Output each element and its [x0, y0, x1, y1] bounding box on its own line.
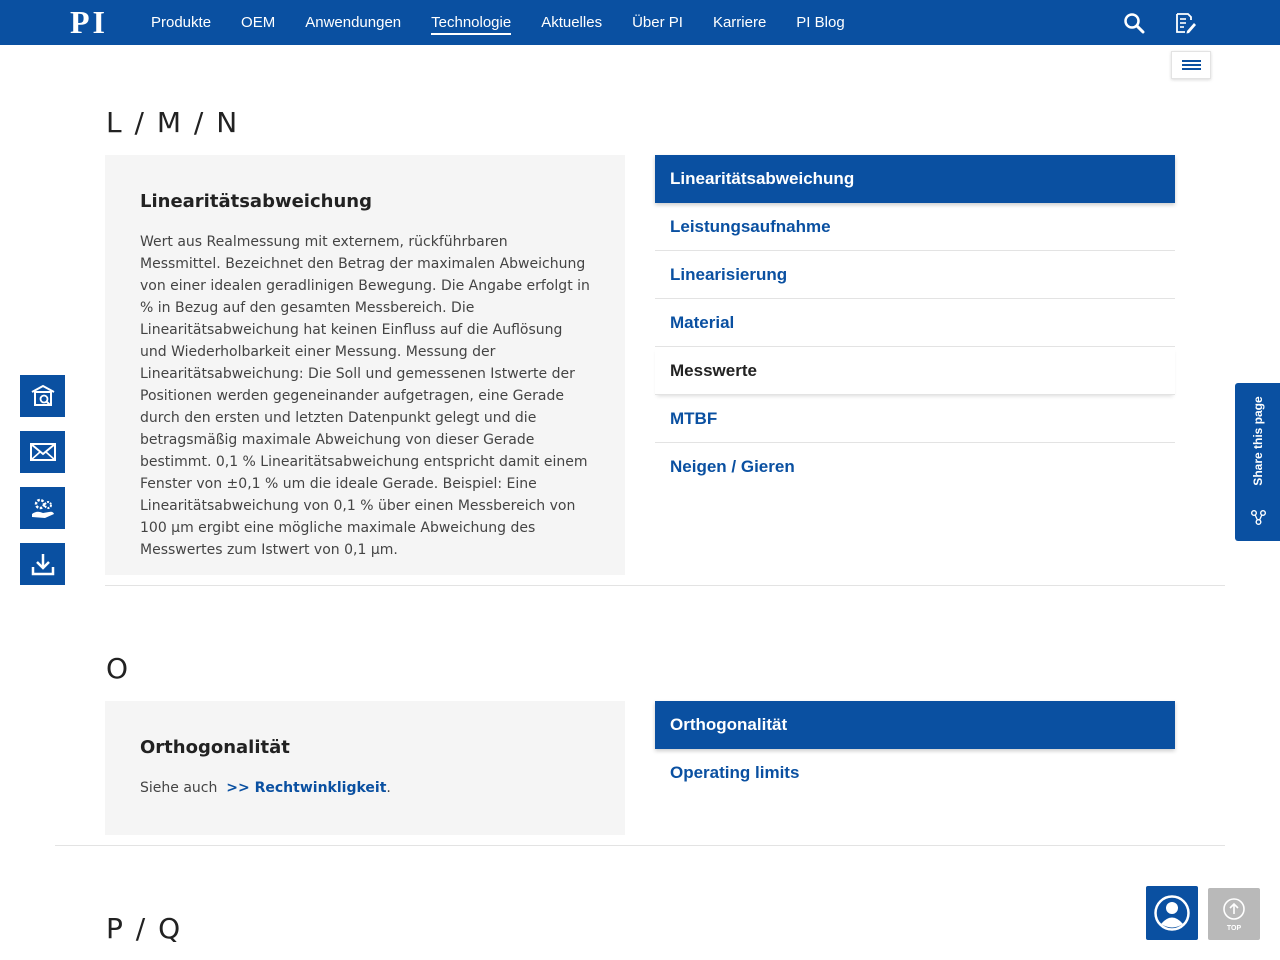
main-nav — [151, 0, 875, 45]
section-heading-o: O — [106, 652, 131, 685]
hamburger-line — [1182, 60, 1201, 62]
section-divider — [55, 845, 1225, 846]
quote-request-icon — [29, 382, 57, 410]
section-heading-pq: P / Q — [106, 912, 183, 945]
term-item-orthogonalitaet[interactable]: Orthogonalität — [655, 701, 1175, 749]
section-heading-lmn: L / M / N — [106, 106, 240, 139]
nav-item-ueber-pi[interactable]: Über PI — [632, 14, 683, 31]
term-item-leistungsaufnahme[interactable]: Leistungsaufnahme — [655, 203, 1175, 251]
mail-icon — [29, 441, 57, 463]
definition-text — [140, 777, 590, 799]
hamburger-line — [1182, 68, 1201, 70]
service-button[interactable] — [20, 487, 65, 529]
term-item-messwerte[interactable]: Messwerte — [655, 347, 1175, 395]
download-icon — [29, 550, 57, 578]
top-label: TOP — [1226, 925, 1242, 932]
sentence-end: . — [386, 780, 391, 796]
service-icon — [29, 494, 57, 522]
term-item-linearitaetsabweichung[interactable]: Linearitätsabweichung — [655, 155, 1175, 203]
share-icon — [1250, 509, 1267, 526]
definition-card — [105, 701, 625, 835]
definition-title: Orthogonalität — [140, 737, 290, 758]
link-rechtwinkligkeit[interactable]: >> Rechtwinkligkeit — [226, 780, 387, 796]
section-divider — [105, 585, 1225, 586]
search-icon[interactable] — [1122, 11, 1146, 35]
term-item-linearisierung[interactable]: Linearisierung — [655, 251, 1175, 299]
term-list-o — [655, 701, 1175, 797]
nav-item-pi-blog[interactable]: PI Blog — [796, 14, 845, 31]
term-item-operating-limits[interactable]: Operating limits — [670, 763, 800, 782]
nav-item-oem[interactable]: OEM — [241, 14, 276, 31]
nav-item-anwendungen[interactable]: Anwendungen — [305, 14, 402, 31]
back-to-top-button[interactable] — [1208, 888, 1260, 940]
top-navigation-bar — [0, 0, 1280, 45]
term-list-lmn — [655, 155, 1175, 491]
arrow-up-icon — [1222, 897, 1246, 921]
pi-logo[interactable]: PI — [70, 4, 108, 40]
share-label: Share this page — [1251, 396, 1265, 486]
contact-person-icon — [1153, 894, 1191, 932]
term-item-neigen-gieren[interactable]: Neigen / Gieren — [670, 457, 795, 476]
form-edit-icon[interactable] — [1173, 11, 1197, 35]
term-item-mtbf[interactable]: MTBF — [655, 395, 1175, 443]
definition-text: Wert aus Realmessung mit externem, rückführbaren Messmittel. Bezeichnet den Betrag der maximalen Abweichung von einer idealen geradlinigen Bewegung. Die Angabe erfolgt in % in Bezug auf den gesamten Messbereich. Die Linearitätsabweichung hat keinen Einfluss auf die Auflösung und Wiederholbarkeit einer Messung. Messung der Linearitätsabweichung: Die Soll und gemessenen Istwerte der Positionen werden gegeneinander aufgetragen, eine Gerade durch den ersten und letzten Datenpunkt gelegt und die betragsmäßig maximale Abweichung von dieser Gerade bestimmt. 0,1 % Linearitätsabweichung entspricht damit einem Fenster von ±0,1 % um die ideale Gerade. Beispiel: Eine Linearitätsabweichung von 0,1 % über einen Messbereich von 100 µm ergibt eine mögliche maximale Abweichung des Messwertes zum Istwert von 0,1 µm. — [140, 234, 590, 558]
contact-mail-button[interactable] — [20, 431, 65, 473]
nav-item-aktuelles[interactable]: Aktuelles — [541, 14, 603, 31]
nav-item-technologie[interactable]: Technologie — [431, 0, 511, 45]
nav-item-karriere[interactable]: Karriere — [712, 14, 767, 31]
contact-person-button[interactable] — [1146, 886, 1198, 940]
quote-request-button[interactable] — [20, 375, 65, 417]
hamburger-menu-button[interactable] — [1171, 51, 1211, 79]
nav-item-produkte[interactable]: Produkte — [151, 14, 212, 31]
definition-card — [105, 155, 625, 575]
see-also-text: Siehe auch — [140, 780, 218, 796]
term-item-material[interactable]: Material — [655, 299, 1175, 347]
download-button[interactable] — [20, 543, 65, 585]
definition-title: Linearitätsabweichung — [140, 191, 372, 212]
share-page-tab[interactable] — [1235, 383, 1280, 541]
hamburger-line — [1182, 64, 1201, 66]
